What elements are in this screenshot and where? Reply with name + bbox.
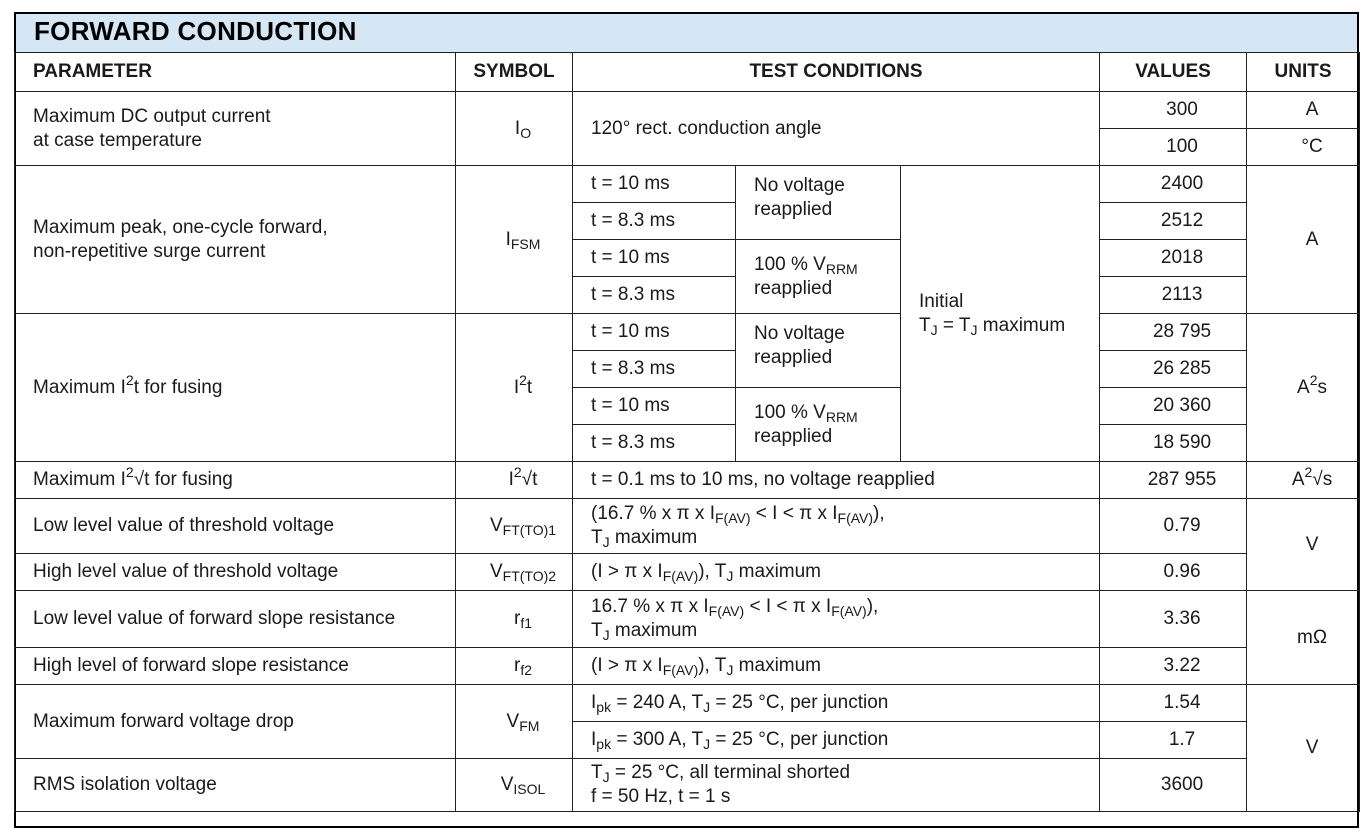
cond-time: t = 10 ms <box>573 166 736 203</box>
cond-time: t = 10 ms <box>573 314 736 351</box>
value-i2t: 28 795 <box>1100 314 1247 351</box>
cond-rf2: (I > π x $I_{F(AV)}$), $T_J$ maximum <box>573 648 1100 685</box>
param-ifsm: Maximum peak, one-cycle forward, non-repetitive surge current <box>15 166 456 314</box>
cond-no-voltage: No voltage reapplied <box>736 166 901 240</box>
header-symbol: SYMBOL <box>456 53 573 92</box>
table-row <box>15 92 1360 129</box>
cond-vfm-240: $I_{pk} = 240$ A, $T_J = 25$ °C, per junction <box>573 685 1100 722</box>
value-vt2: 0.96 <box>1100 554 1247 591</box>
value-rf2: 3.22 <box>1100 648 1247 685</box>
symbol-rf1: $r_{f1}$ <box>456 591 573 648</box>
table-row <box>15 554 1360 591</box>
header-parameter: PARAMETER <box>15 53 456 92</box>
symbol-vt2: $V_{FT(TO)2}$ <box>456 554 573 591</box>
header-units: UNITS <box>1247 53 1360 92</box>
cond-100-vrrm: 100 % $V_{RRM}$ reapplied <box>736 240 901 314</box>
cond-100-vrrm: 100 % $V_{RRM}$ reapplied <box>736 388 901 462</box>
value-ifsm: 2018 <box>1100 240 1247 277</box>
value-i2t: 18 590 <box>1100 425 1247 462</box>
unit-i2t: $A^2s$ <box>1247 314 1360 462</box>
param-rf1: Low level value of forward slope resistance <box>15 591 456 648</box>
table-row <box>15 759 1360 812</box>
symbol-vt1: $V_{FT(TO)1}$ <box>456 499 573 554</box>
cond-initial-tj: Initial $T_J = T_J$ maximum <box>901 166 1100 462</box>
value-i2t: 20 360 <box>1100 388 1247 425</box>
cond-vfm-300: $I_{pk} = 300$ A, $T_J = 25$ °C, per junction <box>573 722 1100 759</box>
value-ifsm: 2512 <box>1100 203 1247 240</box>
value-ifsm: 2113 <box>1100 277 1247 314</box>
cond-i2rt: t = 0.1 ms to 10 ms, no voltage reapplied <box>573 462 1100 499</box>
symbol-i2t: $I^2t$ <box>456 314 573 462</box>
unit-ifsm: A <box>1247 166 1360 314</box>
header-row <box>15 53 1360 92</box>
section-title: FORWARD CONDUCTION <box>34 16 357 46</box>
table-row <box>15 648 1360 685</box>
unit-case-temp: °C <box>1247 129 1360 166</box>
table-row <box>15 166 1360 203</box>
param-vt1: Low level value of threshold voltage <box>15 499 456 554</box>
unit-i2rt: $A^2√s$ <box>1247 462 1360 499</box>
unit-dc-current: A <box>1247 92 1360 129</box>
value-dc-current: 300 <box>1100 92 1247 129</box>
cond-time: t = 8.3 ms <box>573 351 736 388</box>
table-row <box>15 591 1360 648</box>
value-vfm-240: 1.54 <box>1100 685 1247 722</box>
value-i2rt: 287 955 <box>1100 462 1247 499</box>
forward-conduction-table <box>14 52 1360 812</box>
param-vfm: Maximum forward voltage drop <box>15 685 456 759</box>
symbol-i2rt: $I^2√t$ <box>456 462 573 499</box>
value-case-temp: 100 <box>1100 129 1247 166</box>
value-ifsm: 2400 <box>1100 166 1247 203</box>
cond-time: t = 8.3 ms <box>573 203 736 240</box>
value-vfm-300: 1.7 <box>1100 722 1247 759</box>
cond-time: t = 10 ms <box>573 388 736 425</box>
symbol-ifsm: $I_{FSM}$ <box>456 166 573 314</box>
param-dc-output: Maximum DC output current at case temperature <box>15 92 456 166</box>
cond-rf1: 16.7 % x π x $I_{F(AV)} < I < \pi$ x $I_{F(AV)}$), $T_J$ maximum <box>573 591 1100 648</box>
table-row <box>15 462 1360 499</box>
cond-visol: $T_J = 25$ °C, all terminal shorted f = 50 Hz, t = 1 s <box>573 759 1100 812</box>
value-i2t: 26 285 <box>1100 351 1247 388</box>
cond-dc: 120° rect. conduction angle <box>573 92 1100 166</box>
symbol-io: $I_O$ <box>456 92 573 166</box>
table-row <box>15 685 1360 722</box>
header-test-conditions: TEST CONDITIONS <box>573 53 1100 92</box>
header-values: VALUES <box>1100 53 1247 92</box>
cond-time: t = 8.3 ms <box>573 277 736 314</box>
unit-vfm-visol: V <box>1247 685 1360 812</box>
symbol-visol: $V_{ISOL}$ <box>456 759 573 812</box>
symbol-rf2: $r_{f2}$ <box>456 648 573 685</box>
unit-slope-resistance: mΩ <box>1247 591 1360 685</box>
cond-time: t = 10 ms <box>573 240 736 277</box>
param-visol: RMS isolation voltage <box>15 759 456 812</box>
unit-threshold-voltage: V <box>1247 499 1360 591</box>
symbol-vfm: $V_{FM}$ <box>456 685 573 759</box>
cond-vt1: (16.7 % x π x $I_{F(AV)} < I < \pi$ x $I_{F(AV)}$), $T_J$ maximum <box>573 499 1100 554</box>
value-visol: 3600 <box>1100 759 1247 812</box>
cond-time: t = 8.3 ms <box>573 425 736 462</box>
param-vt2: High level value of threshold voltage <box>15 554 456 591</box>
value-rf1: 3.36 <box>1100 591 1247 648</box>
table-row <box>15 314 1360 351</box>
param-i2rt: Maximum $I^2√t$ for fusing <box>15 462 456 499</box>
value-vt1: 0.79 <box>1100 499 1247 554</box>
param-i2t: Maximum $I^2t$ for fusing <box>15 314 456 462</box>
cond-no-voltage: No voltage reapplied <box>736 314 901 388</box>
table-row <box>15 499 1360 554</box>
param-rf2: High level of forward slope resistance <box>15 648 456 685</box>
cond-vt2: (I > π x $I_{F(AV)}$), $T_J$ maximum <box>573 554 1100 591</box>
